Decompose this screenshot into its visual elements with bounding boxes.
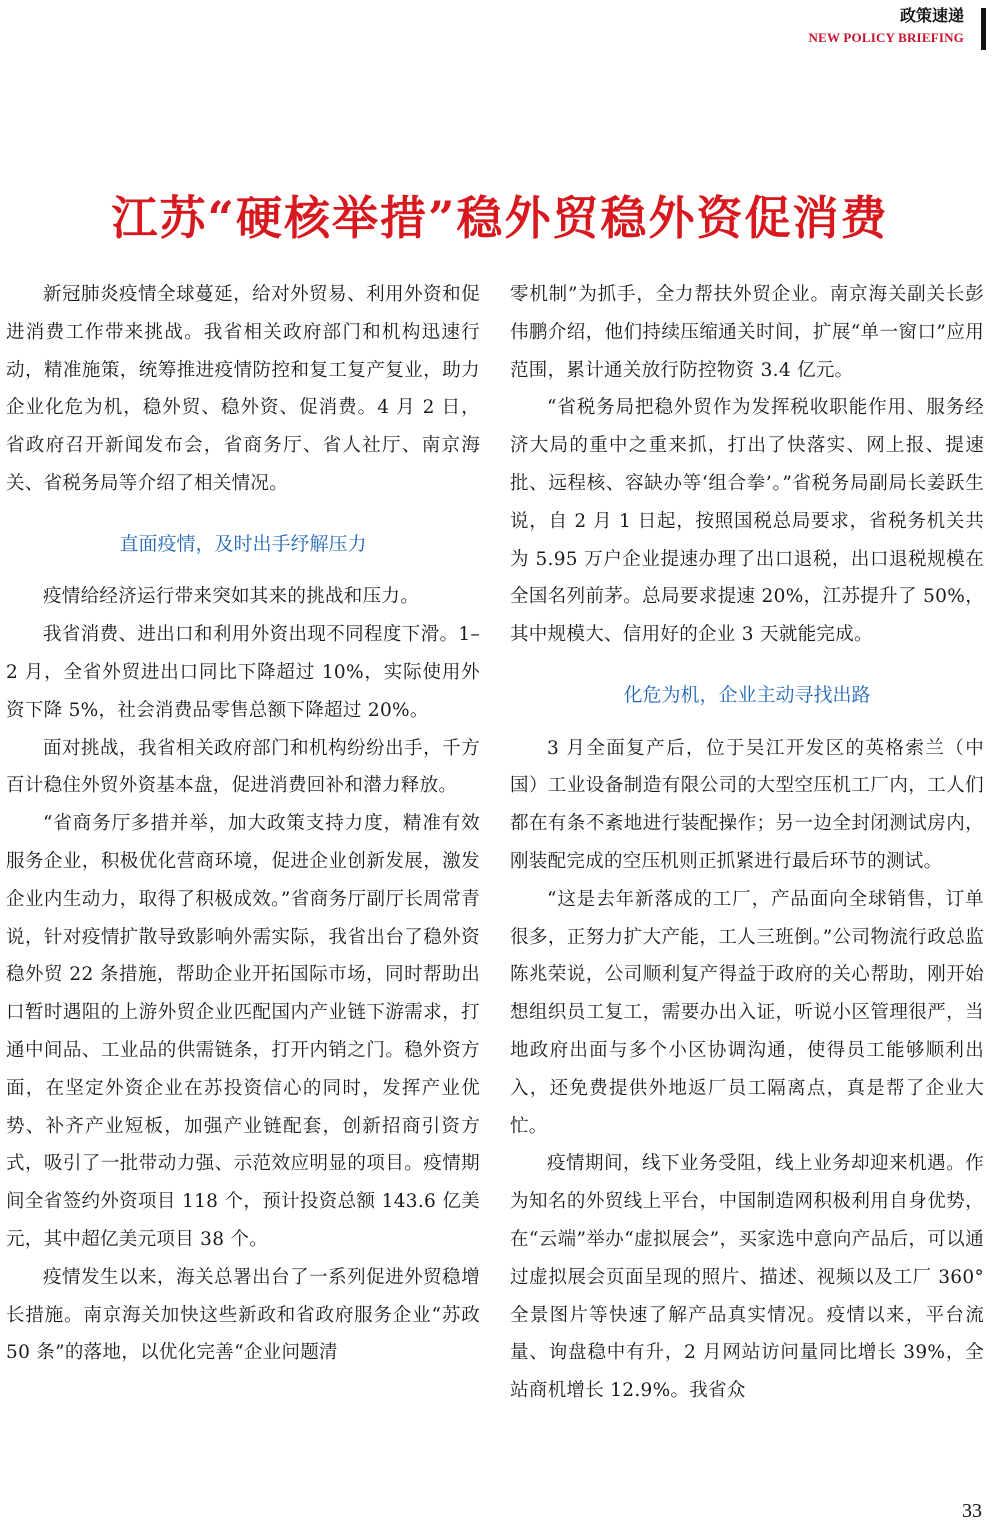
paragraph: 3 月全面复产后，位于吴江开发区的英格索兰（中国）工业设备制造有限公司的大型空压机工厂内，工人们都在有条不紊地进行装配操作；另一边全封闭测试房内，刚装配完成的空压机则正抓紧进行最后环节的测试。 [510, 737, 984, 872]
section-heading: 直面疫情，及时出手纾解压力 [119, 532, 367, 555]
paragraph: 面对挑战，我省相关政府部门和机构纷纷出手，千方百计稳住外贸外资基本盘，促进消费回补和潜力释放。 [6, 737, 480, 797]
paragraph: “省商务厅多措并举，加大政策支持力度，精准有效服务企业，积极优化营商环境，促进企业创新发展，激发企业内生动力，取得了积极成效。”省商务厅副厅长周常青说，针对疫情扩散导致影响外需实际，我省出台了稳外资稳外贸 22 条措施，帮助企业开拓国际市场，同时帮助出口暂时遇阻的上游外贸企业匹配国内产业链下游需求，打通中间品、工业品的供需链条，打开内销之门。稳外资方面，在坚定外资企业在苏投资信心的同时，发挥产业优势、补齐产业短板，加强产业链配套，创新招商引资方式，吸引了一批带动力强、示范效应明显的项目。疫情期间全省签约外资项目 118 个，预计投资总额 143.6 亿美元，其中超亿美元项目 38 个。 [6, 813, 480, 1250]
paragraph: 我省消费、进出口和利用外资出现不同程度下滑。1–2 月，全省外贸进出口同比下降超过 10%，实际使用外资下降 5%，社会消费品零售总额下降超过 20%。 [6, 624, 480, 721]
article-title: 江苏“硬核举措”稳外贸稳外资促消费 [111, 191, 889, 245]
paragraph: “省税务局把稳外贸作为发挥税收职能作用、服务经济大局的重中之重来抓，打出了快落实、网上报、提速批、远程核、容缺办等‘组合拳’。”省税务局副局长姜跃生说，自 2 月 1 日起，按照国税总局要求，省税务机关共为 5.95 万户企业提速办理了出口退税，出口退税规模在全国名列前茅。总局要求提速 20%，江苏提升了 50%，其中规模大、信用好的企业 3 天就能完成。 [510, 397, 984, 646]
paragraph: 疫情给经济运行带来突如其来的挑战和压力。 [43, 586, 420, 608]
section-header [809, 6, 987, 46]
right-column [510, 276, 984, 1471]
paragraph: “这是去年新落成的工厂，产品面向全球销售，订单很多，正努力扩大产能，工人三班倒。”公司物流行政总监陈兆荣说，公司顺利复产得益于政府的关心帮助，刚开始想组织员工复工，需要办出入证，听说小区管理很严，当地政府出面与多个小区协调沟通，使得员工能够顺利出入，还免费提供外地返厂员工隔离点，真是帮了企业大忙。 [510, 888, 984, 1137]
header-accent-bar [981, 8, 986, 50]
paragraph: 疫情发生以来，海关总署出台了一系列促进外贸稳增长措施。南京海关加快这些新政和省政府服务企业“苏政 50 条”的落地，以优化完善“企业问题清 [6, 1266, 480, 1364]
page-number: 33 [962, 1500, 982, 1522]
paragraph: 新冠肺炎疫情全球蔓延，给对外贸易、利用外资和促进消费工作带来挑战。我省相关政府部门和机构迅速行动，精准施策，统筹推进疫情防控和复工复产复业，助力企业化危为机，稳外贸、稳外资、促消费。4 月 2 日，省政府召开新闻发布会，省商务厅、省人社厅、南京海关、省税务局等介绍了相关情况。 [6, 284, 480, 494]
section-name-en: NEW POLICY BRIEFING [808, 30, 964, 45]
section-name-cn: 政策速递 [899, 6, 964, 25]
section-heading: 化危为机，企业主动寻找出路 [623, 683, 871, 706]
paragraph-continued: 零机制”为抓手，全力帮扶外贸企业。南京海关副关长彭伟鹏介绍，他们持续压缩通关时间，扩展“单一窗口”应用范围，累计通关放行防控物资 3.4 亿元。 [510, 284, 984, 381]
left-column [6, 276, 480, 1471]
paragraph: 疫情期间，线下业务受阻，线上业务却迎来机遇。作为知名的外贸线上平台，中国制造网积极利用自身优势，在“云端”举办“虚拟展会”，买家选中意向产品后，可以通过虚拟展会页面呈现的照片、描述、视频以及工厂 360° 全景图片等快速了解产品真实情况。疫情以来，平台流量、询盘稳中有升，2 月网站访问量同比增长 39%，全站商机增长 12.9%。我省众 [510, 1153, 984, 1402]
